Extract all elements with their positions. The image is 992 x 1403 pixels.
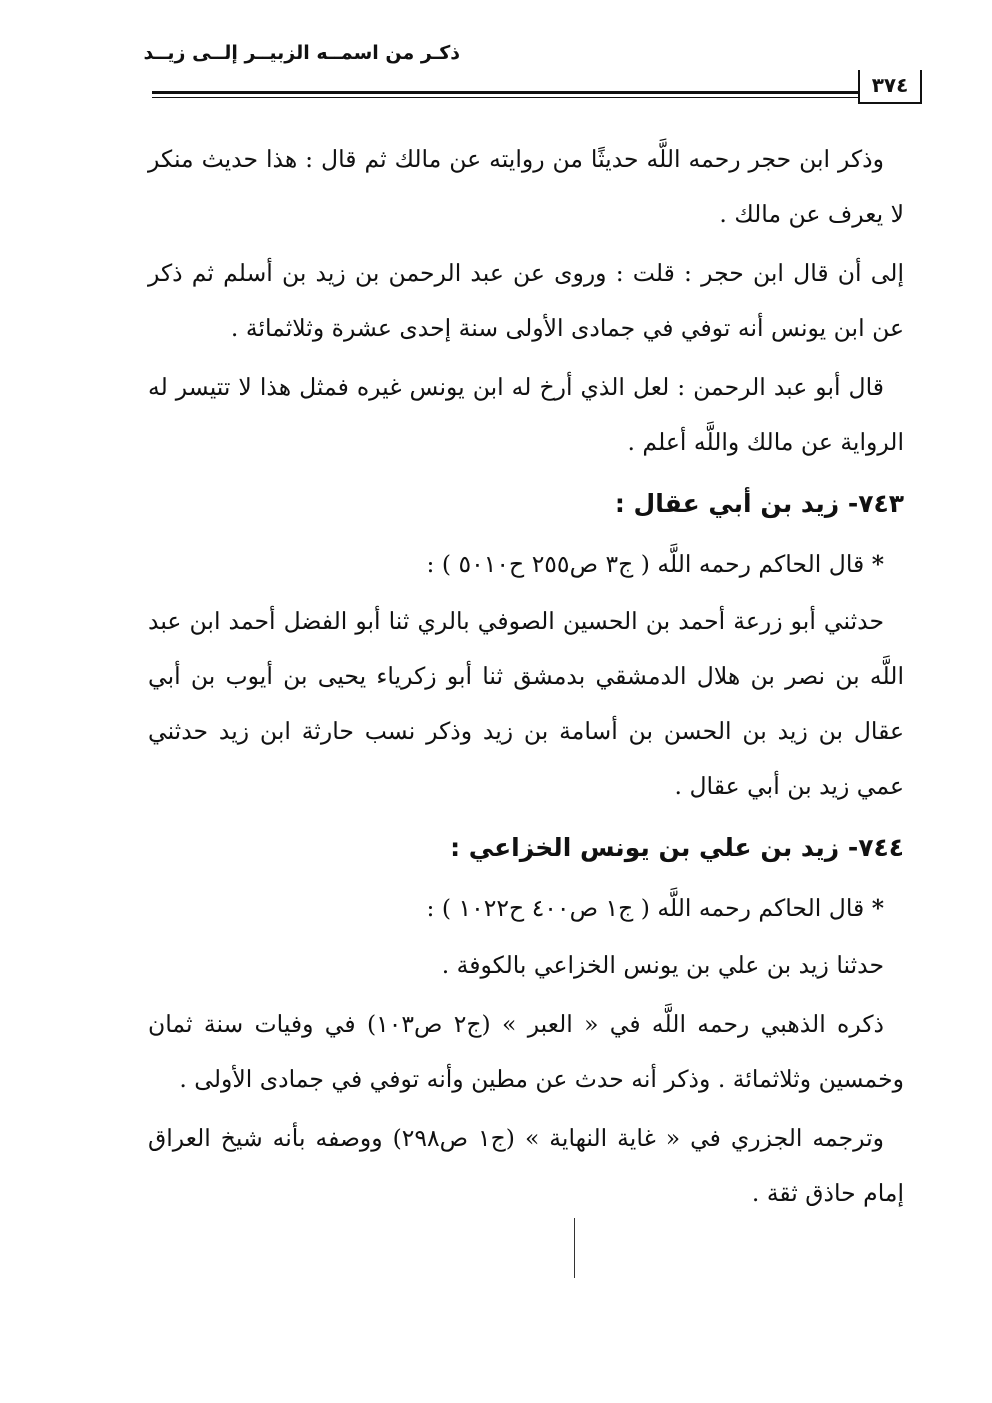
star-marker: * bbox=[871, 550, 884, 578]
entry-744-text-dhahabi: ذكره الذهبي رحمه اللَّه في « العبر » (ج٢ ص١٠٣) في وفيات سنة ثمان وخمسين وثلاثمائة . وذكر أنه حدث عن مطين وأنه توفي في جمادى الأولى . bbox=[148, 1010, 904, 1093]
running-title: ذكـر من اسمــه الزبيــر إلــى زيــد bbox=[143, 42, 460, 64]
entry-744-heading: ٧٤٤- زيد بن علي بن يونس الخزاعي : bbox=[450, 833, 904, 862]
entry-743-heading: ٧٤٣- زيد بن أبي عقال : bbox=[614, 489, 904, 518]
paragraph-ibn-hajar-malik: وذكر ابن حجر رحمه اللَّه حديثًا من روايته عن مالك ثم قال : هذا حديث منكر لا يعرف عن مالك . bbox=[148, 145, 904, 228]
entry-744-text-jazari: وترجمه الجزري في « غاية النهاية » (ج١ ص٢٩٨) ووصفه بأنه شيخ العراق إمام حاذق ثقة . bbox=[148, 1124, 904, 1207]
entry-743-text: حدثني أبو زرعة أحمد بن الحسين الصوفي بالري ثنا أبو الفضل أحمد ابن عبد اللَّه بن نصر بن هلال الدمشقي بدمشق ثنا أبو زكرياء يحيى بن أيوب بن أبي عقال بن زيد بن الحسن بن أسامة بن زيد وذكر نسب حارثة ابن زيد حدثني عمي زيد بن أبي عقال . bbox=[148, 607, 904, 800]
entry-743-source bbox=[148, 534, 904, 594]
paragraph-ibn-yunus-death: إلى أن قال ابن حجر : قلت : وروى عن عبد الرحمن بن زيد بن أسلم ثم ذكر عن ابن يونس أنه توفي في جمادى الأولى سنة إحدى عشرة وثلاثمائة . bbox=[148, 259, 904, 342]
entry-744-source-text: قال الحاكم رحمه اللَّه ( ج١ ص٤٠٠ ح١٠٢٢ ) : bbox=[426, 894, 865, 922]
paragraph-abu-abd-al-rahman: قال أبو عبد الرحمن : لعل الذي أرخ له ابن يونس غيره فمثل هذا لا تتيسر له الرواية عن مالك واللَّه أعلم . bbox=[148, 373, 904, 456]
entry-744-text-kufa: حدثنا زيد بن علي بن يونس الخزاعي بالكوفة . bbox=[441, 951, 884, 979]
entry-743-source-text: قال الحاكم رحمه اللَّه ( ج٣ ص٢٥٥ ح٥٠١٠ ) : bbox=[426, 550, 865, 578]
header-rule-thick bbox=[152, 91, 858, 94]
entry-744-source bbox=[148, 878, 904, 938]
star-marker: * bbox=[871, 894, 884, 922]
page-number: ٣٧٤ bbox=[858, 70, 922, 104]
header-rule-thin bbox=[152, 97, 858, 98]
page-body bbox=[148, 132, 904, 1225]
vertical-mark bbox=[574, 1218, 575, 1278]
